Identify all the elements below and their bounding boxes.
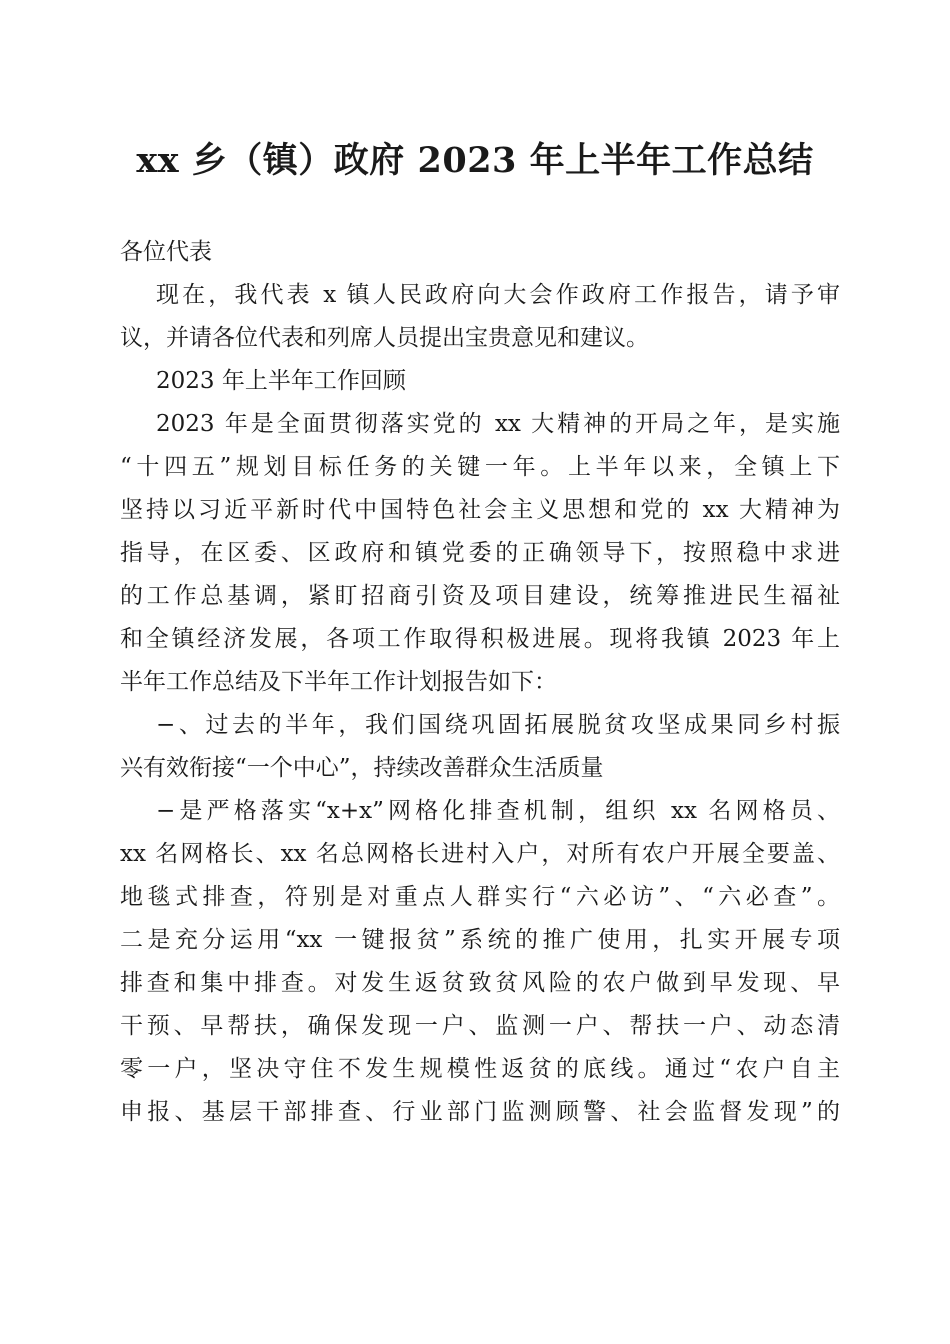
- paragraph-review-heading: [120, 360, 840, 403]
- paragraph-overview: [120, 403, 840, 704]
- text-line: 半年工作总结及下半年工作计划报告如下：: [120, 669, 557, 695]
- salutation-line: 各位代表: [120, 239, 212, 265]
- text-line: 二是充分运用“xx 一键报贫”系统的推广使用，扎实开展专项: [120, 927, 840, 953]
- document-body: [120, 231, 840, 1134]
- text-line: 兴有效衔接“一个中心”，持续改善群众生活质量: [120, 755, 604, 781]
- text-line: 坚持以习近平新时代中国特色社会主义思想和党的 xx 大精神为: [120, 497, 840, 523]
- text-line: −是严格落实“x+x”网格化排查机制，组织 xx 名网格员、: [156, 798, 840, 824]
- text-line: 干预、早帮扶，确保发现一户、监测一户、帮扶一户、动态清: [120, 1013, 840, 1039]
- text-line: 申报、基层干部排查、行业部门监测顾警、社会监督发现”的: [120, 1099, 840, 1125]
- text-line: 排查和集中排查。对发生返贫致贫风险的农户做到早发现、早: [120, 970, 840, 996]
- paragraph-intro: [120, 274, 840, 360]
- paragraph-section-one-detail: [120, 790, 840, 1134]
- paragraph-section-one: [120, 704, 840, 790]
- text-line: “十四五”规划目标任务的关键一年。上半年以来，全镇上下: [120, 454, 840, 480]
- text-line: 和全镇经济发展，各项工作取得积极进展。现将我镇 2023 年上: [120, 626, 840, 652]
- section-heading: 2023 年上半年工作回顾: [156, 368, 406, 394]
- document-title: xx 乡（镇）政府 2023 年上半年工作总结: [136, 140, 814, 181]
- text-line: 现在，我代表 x 镇人民政府向大会作政府工作报告，请予审: [156, 282, 840, 308]
- text-line: 议，并请各位代表和列席人员提出宝贵意见和建议。: [120, 325, 649, 351]
- text-line: xx 名网格长、xx 名总网格长进村入户，对所有农户开展全要盖、: [120, 841, 840, 867]
- text-line: 的工作总基调，紧盯招商引资及项目建设，统筹推进民生福祉: [120, 583, 840, 609]
- salutation: [120, 231, 840, 274]
- text-line: 地毯式排查，符别是对重点人群实行“六必访”、“六必查”。: [120, 884, 840, 910]
- text-line: 指导，在区委、区政府和镇党委的正确领导下，按照稳中求进: [120, 540, 840, 566]
- text-line: −、过去的半年，我们国绕巩固拓展脱贫攻坚成果同乡村振: [156, 712, 840, 738]
- text-line: 零一户，坚决守住不发生规模性返贫的底线。通过“农户自主: [120, 1056, 840, 1082]
- text-line: 2023 年是全面贯彻落实党的 xx 大精神的开局之年，是实施: [156, 411, 840, 437]
